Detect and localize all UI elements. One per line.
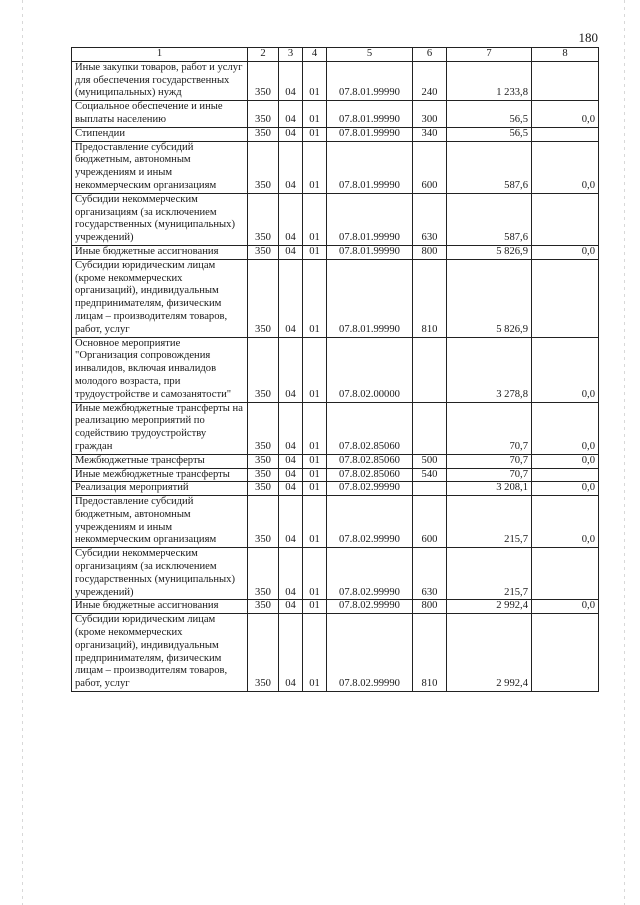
table-header: [72, 48, 599, 62]
column-header: 7: [447, 48, 532, 62]
table-row: [72, 482, 599, 496]
col6-cell: 800: [413, 245, 447, 259]
col2-cell: 350: [248, 482, 279, 496]
col4-cell: 01: [303, 548, 327, 600]
row-name-cell: Реализация мероприятий: [72, 482, 248, 496]
col4-cell: 01: [303, 482, 327, 496]
col7-cell: 215,7: [447, 548, 532, 600]
row-name-cell: Субсидии юридическим лицам (кроме некоммерческих организаций), индивидуальным предпринимателям, физическим лицам – производителям товаров, работ, услуг: [72, 259, 248, 337]
col5-cell: 07.8.02.00000: [327, 337, 413, 402]
table-row: [72, 402, 599, 454]
scan-edge-line: [624, 0, 625, 905]
col6-cell: 810: [413, 614, 447, 692]
col5-cell: 07.8.01.99990: [327, 101, 413, 128]
col4-cell: 01: [303, 193, 327, 245]
col8-cell: [532, 614, 599, 692]
col6-cell: [413, 337, 447, 402]
table-body: [72, 61, 599, 691]
header-row: [72, 48, 599, 62]
column-header: 3: [279, 48, 303, 62]
col6-cell: 240: [413, 61, 447, 100]
col3-cell: 04: [279, 548, 303, 600]
col4-cell: 01: [303, 141, 327, 193]
table-row: [72, 245, 599, 259]
col3-cell: 04: [279, 127, 303, 141]
table-row: [72, 548, 599, 600]
col5-cell: 07.8.02.99990: [327, 496, 413, 548]
table-row: [72, 337, 599, 402]
row-name-cell: Социальное обеспечение и иные выплаты населению: [72, 101, 248, 128]
col2-cell: 350: [248, 245, 279, 259]
table-row: [72, 127, 599, 141]
col7-cell: 1 233,8: [447, 61, 532, 100]
row-name-cell: Субсидии некоммерческим организациям (за исключением государственных (муниципальных) учреждений): [72, 193, 248, 245]
col4-cell: 01: [303, 614, 327, 692]
col2-cell: 350: [248, 600, 279, 614]
col7-cell: 70,7: [447, 454, 532, 468]
page-number: 180: [578, 30, 598, 45]
col3-cell: 04: [279, 245, 303, 259]
col6-cell: 540: [413, 468, 447, 482]
col6-cell: 630: [413, 193, 447, 245]
col4-cell: 01: [303, 127, 327, 141]
col3-cell: 04: [279, 496, 303, 548]
col3-cell: 04: [279, 141, 303, 193]
col5-cell: 07.8.02.99990: [327, 548, 413, 600]
col8-cell: [532, 468, 599, 482]
col2-cell: 350: [248, 548, 279, 600]
col6-cell: 630: [413, 548, 447, 600]
col6-cell: 500: [413, 454, 447, 468]
row-name-cell: Иные бюджетные ассигнования: [72, 600, 248, 614]
col7-cell: 5 826,9: [447, 245, 532, 259]
col2-cell: 350: [248, 454, 279, 468]
col5-cell: 07.8.01.99990: [327, 259, 413, 337]
table-row: [72, 259, 599, 337]
table-row: [72, 496, 599, 548]
col7-cell: 2 992,4: [447, 600, 532, 614]
row-name-cell: Иные межбюджетные трансферты: [72, 468, 248, 482]
col2-cell: 350: [248, 193, 279, 245]
col3-cell: 04: [279, 454, 303, 468]
col2-cell: 350: [248, 614, 279, 692]
col2-cell: 350: [248, 402, 279, 454]
col3-cell: 04: [279, 61, 303, 100]
col2-cell: 350: [248, 101, 279, 128]
row-name-cell: Предоставление субсидий бюджетным, автономным учреждениям и иным некоммерческим организациям: [72, 496, 248, 548]
col4-cell: 01: [303, 61, 327, 100]
col5-cell: 07.8.01.99990: [327, 127, 413, 141]
row-name-cell: Иные межбюджетные трансферты на реализацию мероприятий по содействию трудоустройству граждан: [72, 402, 248, 454]
row-name-cell: Предоставление субсидий бюджетным, автономным учреждениям и иным некоммерческим организациям: [72, 141, 248, 193]
col7-cell: 2 992,4: [447, 614, 532, 692]
col5-cell: 07.8.02.99990: [327, 614, 413, 692]
col3-cell: 04: [279, 402, 303, 454]
col2-cell: 350: [248, 468, 279, 482]
col4-cell: 01: [303, 337, 327, 402]
col3-cell: 04: [279, 193, 303, 245]
col6-cell: 300: [413, 101, 447, 128]
col4-cell: 01: [303, 468, 327, 482]
col8-cell: [532, 193, 599, 245]
col2-cell: 350: [248, 61, 279, 100]
col8-cell: [532, 61, 599, 100]
col6-cell: [413, 482, 447, 496]
col8-cell: [532, 548, 599, 600]
col8-cell: 0,0: [532, 101, 599, 128]
table-row: [72, 61, 599, 100]
col7-cell: 56,5: [447, 127, 532, 141]
col2-cell: 350: [248, 496, 279, 548]
col8-cell: 0,0: [532, 482, 599, 496]
col5-cell: 07.8.01.99990: [327, 61, 413, 100]
column-header: 2: [248, 48, 279, 62]
row-name-cell: Иные закупки товаров, работ и услуг для обеспечения государственных (муниципальных) нужд: [72, 61, 248, 100]
col3-cell: 04: [279, 600, 303, 614]
col8-cell: 0,0: [532, 402, 599, 454]
col8-cell: 0,0: [532, 496, 599, 548]
row-name-cell: Субсидии некоммерческим организациям (за исключением государственных (муниципальных) учреждений): [72, 548, 248, 600]
col8-cell: 0,0: [532, 454, 599, 468]
col3-cell: 04: [279, 614, 303, 692]
col5-cell: 07.8.01.99990: [327, 245, 413, 259]
col8-cell: [532, 127, 599, 141]
col4-cell: 01: [303, 402, 327, 454]
col5-cell: 07.8.01.99990: [327, 141, 413, 193]
column-header: 6: [413, 48, 447, 62]
col4-cell: 01: [303, 259, 327, 337]
table-row: [72, 141, 599, 193]
col5-cell: 07.8.01.99990: [327, 193, 413, 245]
table-row: [72, 454, 599, 468]
col8-cell: [532, 259, 599, 337]
row-name-cell: Основное мероприятие "Организация сопровождения инвалидов, включая инвалидов молодого возраста, при трудоустройстве и самозанятости": [72, 337, 248, 402]
col2-cell: 350: [248, 259, 279, 337]
col2-cell: 350: [248, 127, 279, 141]
col6-cell: 810: [413, 259, 447, 337]
col6-cell: 800: [413, 600, 447, 614]
col7-cell: 587,6: [447, 141, 532, 193]
row-name-cell: Субсидии юридическим лицам (кроме некоммерческих организаций), индивидуальным предпринимателям, физическим лицам – производителям товаров, работ, услуг: [72, 614, 248, 692]
col7-cell: 5 826,9: [447, 259, 532, 337]
col7-cell: 56,5: [447, 101, 532, 128]
col8-cell: 0,0: [532, 141, 599, 193]
col4-cell: 01: [303, 496, 327, 548]
budget-table: [71, 47, 599, 692]
col2-cell: 350: [248, 141, 279, 193]
col3-cell: 04: [279, 101, 303, 128]
col7-cell: 3 208,1: [447, 482, 532, 496]
col2-cell: 350: [248, 337, 279, 402]
col5-cell: 07.8.02.85060: [327, 468, 413, 482]
column-header: 4: [303, 48, 327, 62]
col7-cell: 587,6: [447, 193, 532, 245]
col8-cell: 0,0: [532, 600, 599, 614]
table-row: [72, 468, 599, 482]
table-row: [72, 101, 599, 128]
col5-cell: 07.8.02.99990: [327, 482, 413, 496]
col8-cell: 0,0: [532, 245, 599, 259]
col6-cell: 600: [413, 141, 447, 193]
row-name-cell: Иные бюджетные ассигнования: [72, 245, 248, 259]
col3-cell: 04: [279, 482, 303, 496]
col7-cell: 70,7: [447, 402, 532, 454]
col7-cell: 215,7: [447, 496, 532, 548]
col6-cell: 340: [413, 127, 447, 141]
table-row: [72, 614, 599, 692]
row-name-cell: Межбюджетные трансферты: [72, 454, 248, 468]
table-row: [72, 193, 599, 245]
col8-cell: 0,0: [532, 337, 599, 402]
table-row: [72, 600, 599, 614]
col5-cell: 07.8.02.99990: [327, 600, 413, 614]
column-header: 5: [327, 48, 413, 62]
col4-cell: 01: [303, 101, 327, 128]
col6-cell: [413, 402, 447, 454]
col4-cell: 01: [303, 454, 327, 468]
col4-cell: 01: [303, 245, 327, 259]
col5-cell: 07.8.02.85060: [327, 454, 413, 468]
col5-cell: 07.8.02.85060: [327, 402, 413, 454]
col7-cell: 3 278,8: [447, 337, 532, 402]
col3-cell: 04: [279, 337, 303, 402]
col3-cell: 04: [279, 468, 303, 482]
col3-cell: 04: [279, 259, 303, 337]
column-header: 1: [72, 48, 248, 62]
scan-edge-line: [22, 0, 23, 905]
row-name-cell: Стипендии: [72, 127, 248, 141]
col7-cell: 70,7: [447, 468, 532, 482]
col6-cell: 600: [413, 496, 447, 548]
col4-cell: 01: [303, 600, 327, 614]
column-header: 8: [532, 48, 599, 62]
